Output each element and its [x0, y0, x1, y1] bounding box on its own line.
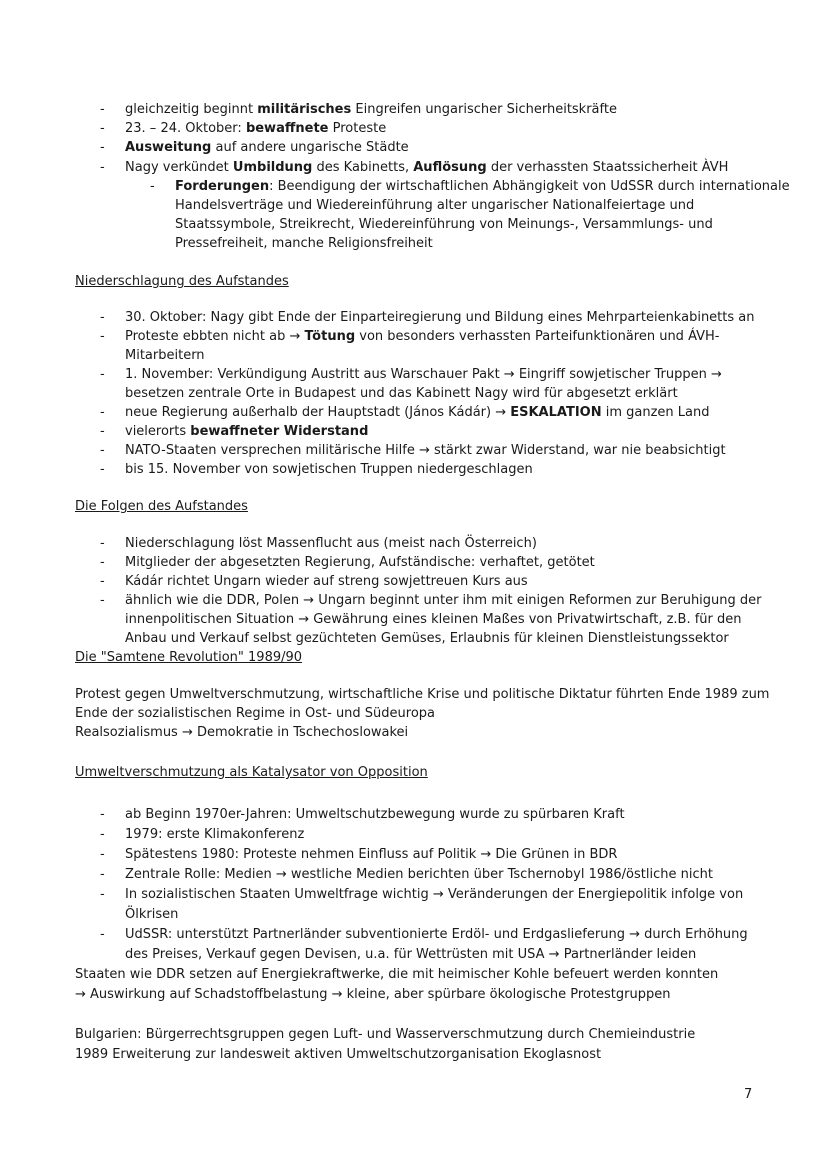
list-item: In sozialistischen Staaten Umweltfrage wichtig → Veränderungen der Energiepolitik infolge von	[125, 887, 744, 902]
list-item: Spätestens 1980: Proteste nehmen Einfluss auf Politik → Die Grünen in BDR	[125, 847, 618, 862]
list-item: 30. Oktober: Nagy gibt Ende der Einparteiregierung und Bildung eines Mehrparteienkabinetts an	[125, 310, 755, 325]
text: neue Regierung außerhalb der Hauptstadt (János Kádár) →	[125, 405, 511, 420]
list-item: Mitglieder der abgesetzten Regierung, Aufständische: verhaftet, getötet	[125, 555, 595, 570]
list-item	[125, 403, 710, 422]
text: von besonders verhassten Parteifunktionären und ÁVH-	[355, 329, 720, 344]
paragraph-line: 1989 Erweiterung zur landesweit aktiven Umweltschutzorganisation Ekoglasnost	[75, 1047, 602, 1062]
bullet-dash: -	[100, 927, 105, 942]
bullet-dash: -	[100, 405, 105, 420]
list-item	[125, 100, 617, 119]
bold-text: Ausweitung	[125, 140, 212, 155]
bullet-dash: -	[100, 574, 105, 589]
paragraph-line: → Auswirkung auf Schadstoffbelastung → kleine, aber spürbare ökologische Protestgruppen	[75, 987, 671, 1002]
bold-text: ESKALATION	[510, 405, 602, 420]
text: Proteste ebbten nicht ab →	[125, 329, 305, 344]
list-item: NATO-Staaten versprechen militärische Hilfe → stärkt zwar Widerstand, war nie beabsichtigt	[125, 443, 726, 458]
list-item	[125, 327, 720, 346]
list-item-cont: besetzen zentrale Orte in Budapest und das Kabinett Nagy wird für abgesetzt erklärt	[125, 386, 678, 401]
text: Eingreifen ungarischer Sicherheitskräfte	[351, 102, 617, 117]
section-heading: Die Folgen des Aufstandes	[75, 499, 248, 514]
list-item	[125, 422, 368, 441]
text: im ganzen Land	[601, 405, 710, 420]
list-item: bis 15. November von sowjetischen Truppen niedergeschlagen	[125, 462, 533, 477]
bullet-dash: -	[100, 847, 105, 862]
text: 23. – 24. Oktober:	[125, 121, 246, 136]
bold-text: Forderungen	[175, 179, 270, 194]
bullet-dash: -	[100, 367, 105, 382]
text: auf andere ungarische Städte	[211, 140, 409, 155]
text: vielerorts	[125, 424, 191, 439]
paragraph-line: Ende der sozialistischen Regime in Ost- und Südeuropa	[75, 706, 436, 721]
bold-text: Tötung	[304, 329, 356, 344]
bullet-dash: -	[100, 310, 105, 325]
bullet-dash: -	[100, 140, 105, 155]
bullet-dash: -	[100, 887, 105, 902]
bullet-dash: -	[100, 593, 105, 608]
list-item: ab Beginn 1970er-Jahren: Umweltschutzbewegung wurde zu spürbaren Kraft	[125, 807, 625, 822]
list-item: Kádár richtet Ungarn wieder auf streng sowjettreuen Kurs aus	[125, 574, 528, 589]
bold-text: militärisches	[257, 102, 352, 117]
text: des Kabinetts,	[312, 160, 414, 175]
bold-text: Umbildung	[232, 160, 313, 175]
list-item-cont: Anbau und Verkauf selbst gezüchteten Gemüses, Erlaubnis für kleinen Dienstleistungssektor	[125, 631, 729, 646]
list-item-cont: Mitarbeitern	[125, 348, 205, 363]
bullet-dash: -	[100, 102, 105, 117]
list-item	[125, 138, 409, 157]
page-number: 7	[744, 1087, 753, 1102]
list-item: UdSSR: unterstützt Partnerländer subventionierte Erdöl- und Erdgaslieferung → durch Erhöhung	[125, 927, 748, 942]
list-item-cont: innenpolitischen Situation → Gewährung eines kleinen Maßes von Privatwirtschaft, z.B. für den	[125, 612, 742, 627]
bold-text: bewaffnete	[245, 121, 329, 136]
section-heading: Niederschlagung des Aufstandes	[75, 274, 289, 289]
bullet-dash: -	[100, 867, 105, 882]
bullet-dash: -	[100, 424, 105, 439]
bullet-dash: -	[100, 160, 105, 175]
list-item	[125, 119, 386, 138]
paragraph-line: Staaten wie DDR setzen auf Energiekraftwerke, die mit heimischer Kohle befeuert werden konnten	[75, 967, 719, 982]
list-item: Zentrale Rolle: Medien → westliche Medien berichten über Tschernobyl 1986/östliche nicht	[125, 867, 713, 882]
paragraph-line: Protest gegen Umweltverschmutzung, wirtschaftliche Krise und politische Diktatur führten Ende 1989 zum	[75, 687, 770, 702]
bullet-dash: -	[100, 462, 105, 477]
bullet-dash: -	[100, 329, 105, 344]
bullet-dash: -	[100, 555, 105, 570]
text: der verhassten Staatssicherheit ÀVH	[486, 160, 729, 175]
section-heading: Umweltverschmutzung als Katalysator von Opposition	[75, 765, 428, 780]
text: gleichzeitig beginnt	[125, 102, 258, 117]
bold-text: bewaffneter Widerstand	[190, 424, 369, 439]
bullet-dash: -	[100, 827, 105, 842]
section-heading: Die "Samtene Revolution" 1989/90	[75, 650, 303, 665]
text: : Beendigung der wirtschaftlichen Abhängigkeit von UdSSR durch internationale	[269, 179, 790, 194]
sub-list-item	[175, 177, 790, 196]
paragraph-line: Realsozialismus → Demokratie in Tschechoslowakei	[75, 725, 409, 740]
text: Proteste	[328, 121, 387, 136]
bullet-dash: -	[100, 443, 105, 458]
paragraph-line: Bulgarien: Bürgerrechtsgruppen gegen Luft- und Wasserverschmutzung durch Chemieindustrie	[75, 1027, 696, 1042]
bullet-dash: -	[100, 121, 105, 136]
list-item-cont: des Preises, Verkauf gegen Devisen, u.a. für Wettrüsten mit USA → Partnerländer leiden	[125, 947, 697, 962]
sub-list-item-cont: Handelsverträge und Wiedereinführung alter ungarischer Nationalfeiertage und	[175, 198, 695, 213]
list-item: 1979: erste Klimakonferenz	[125, 827, 305, 842]
list-item: ähnlich wie die DDR, Polen → Ungarn beginnt unter ihm mit einigen Reformen zur Beruhigung der	[125, 593, 762, 608]
list-item	[125, 158, 728, 177]
list-item-cont: Ölkrisen	[125, 907, 179, 922]
sub-list-item-cont: Staatssymbole, Streikrecht, Wiedereinführung von Meinungs-, Versammlungs- und	[175, 217, 713, 232]
list-item: Niederschlagung löst Massenflucht aus (meist nach Österreich)	[125, 536, 537, 551]
bullet-dash: -	[100, 807, 105, 822]
sub-list-item-cont: Pressefreiheit, manche Religionsfreiheit	[175, 236, 433, 251]
bold-text: Auflösung	[413, 160, 487, 175]
text: Nagy verkündet	[125, 160, 233, 175]
list-item: 1. November: Verkündigung Austritt aus Warschauer Pakt → Eingriff sowjetischer Truppen →	[125, 367, 722, 382]
sub-bullet-dash: -	[150, 179, 155, 194]
bullet-dash: -	[100, 536, 105, 551]
